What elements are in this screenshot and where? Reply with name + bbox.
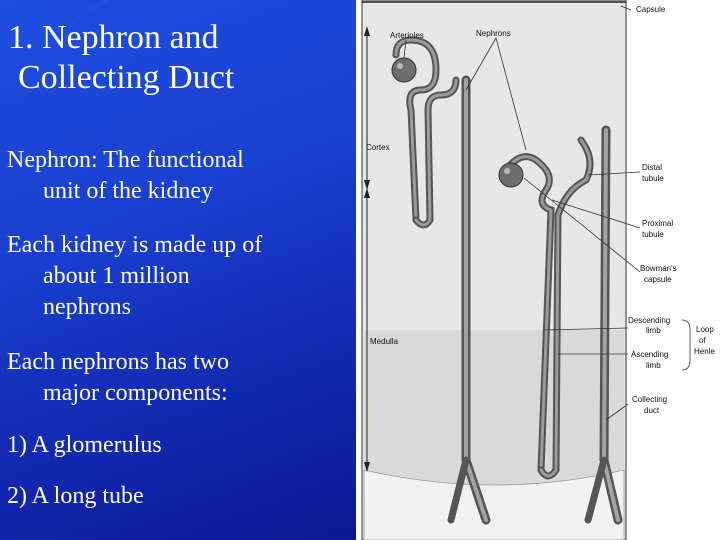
bullet-components: [7, 347, 229, 409]
bullet-text: major components:: [43, 380, 228, 406]
bullet-count: [7, 230, 262, 323]
bullet-tube: [7, 481, 144, 512]
distal-label: Distal: [642, 163, 663, 172]
proximal-label: Proximal: [642, 219, 674, 228]
arterioles-label: Arterioles: [390, 31, 424, 40]
nephron-diagram: [356, 0, 720, 540]
bullet-text: nephrons: [43, 294, 131, 320]
medulla-label: Medulla: [370, 337, 399, 346]
bullet-glomerulus: [7, 430, 162, 461]
slide-title: [8, 18, 234, 98]
collecting-duct-label: duct: [644, 406, 660, 415]
of-label: of: [699, 336, 706, 345]
loop-label: Loop: [696, 325, 714, 334]
cortex-label: Cortex: [366, 143, 390, 152]
bullet-definition: [7, 145, 244, 207]
bullet-text: Nephron: The functional: [7, 147, 244, 173]
descending-limb-label: limb: [646, 326, 661, 335]
glomerulus-highlight: [397, 63, 403, 69]
henle-label: Henle: [694, 347, 715, 356]
distal-tubule-label: tubule: [642, 174, 664, 183]
proximal-tubule-label: tubule: [642, 230, 664, 239]
text-panel: [0, 0, 356, 540]
bullet-text: 1) A glomerulus: [7, 432, 162, 458]
glomerulus-highlight: [504, 168, 510, 174]
title-line: 1. Nephron and: [8, 19, 219, 56]
ascending-limb-label: limb: [646, 361, 661, 370]
nephrons-label: Nephrons: [476, 29, 511, 38]
capsule-label: Capsule: [636, 5, 666, 14]
glomerulus-icon: [499, 163, 523, 187]
bullet-text: Each kidney is made up of: [7, 232, 263, 258]
ascending-label: Ascending: [631, 350, 669, 359]
glomerulus-icon: [392, 58, 416, 82]
bullet-text: about 1 million: [43, 263, 190, 289]
bullet-text: 2) A long tube: [7, 483, 144, 509]
bowmans-label: Bowman's: [640, 264, 677, 273]
collecting-label: Collecting: [632, 395, 668, 404]
bullet-text: unit of the kidney: [43, 178, 213, 204]
title-line: Collecting Duct: [18, 59, 235, 96]
bullet-text: Each nephrons has two: [7, 349, 229, 375]
bowmans-capsule-label: capsule: [644, 275, 672, 284]
descending-label: Descending: [628, 316, 671, 325]
